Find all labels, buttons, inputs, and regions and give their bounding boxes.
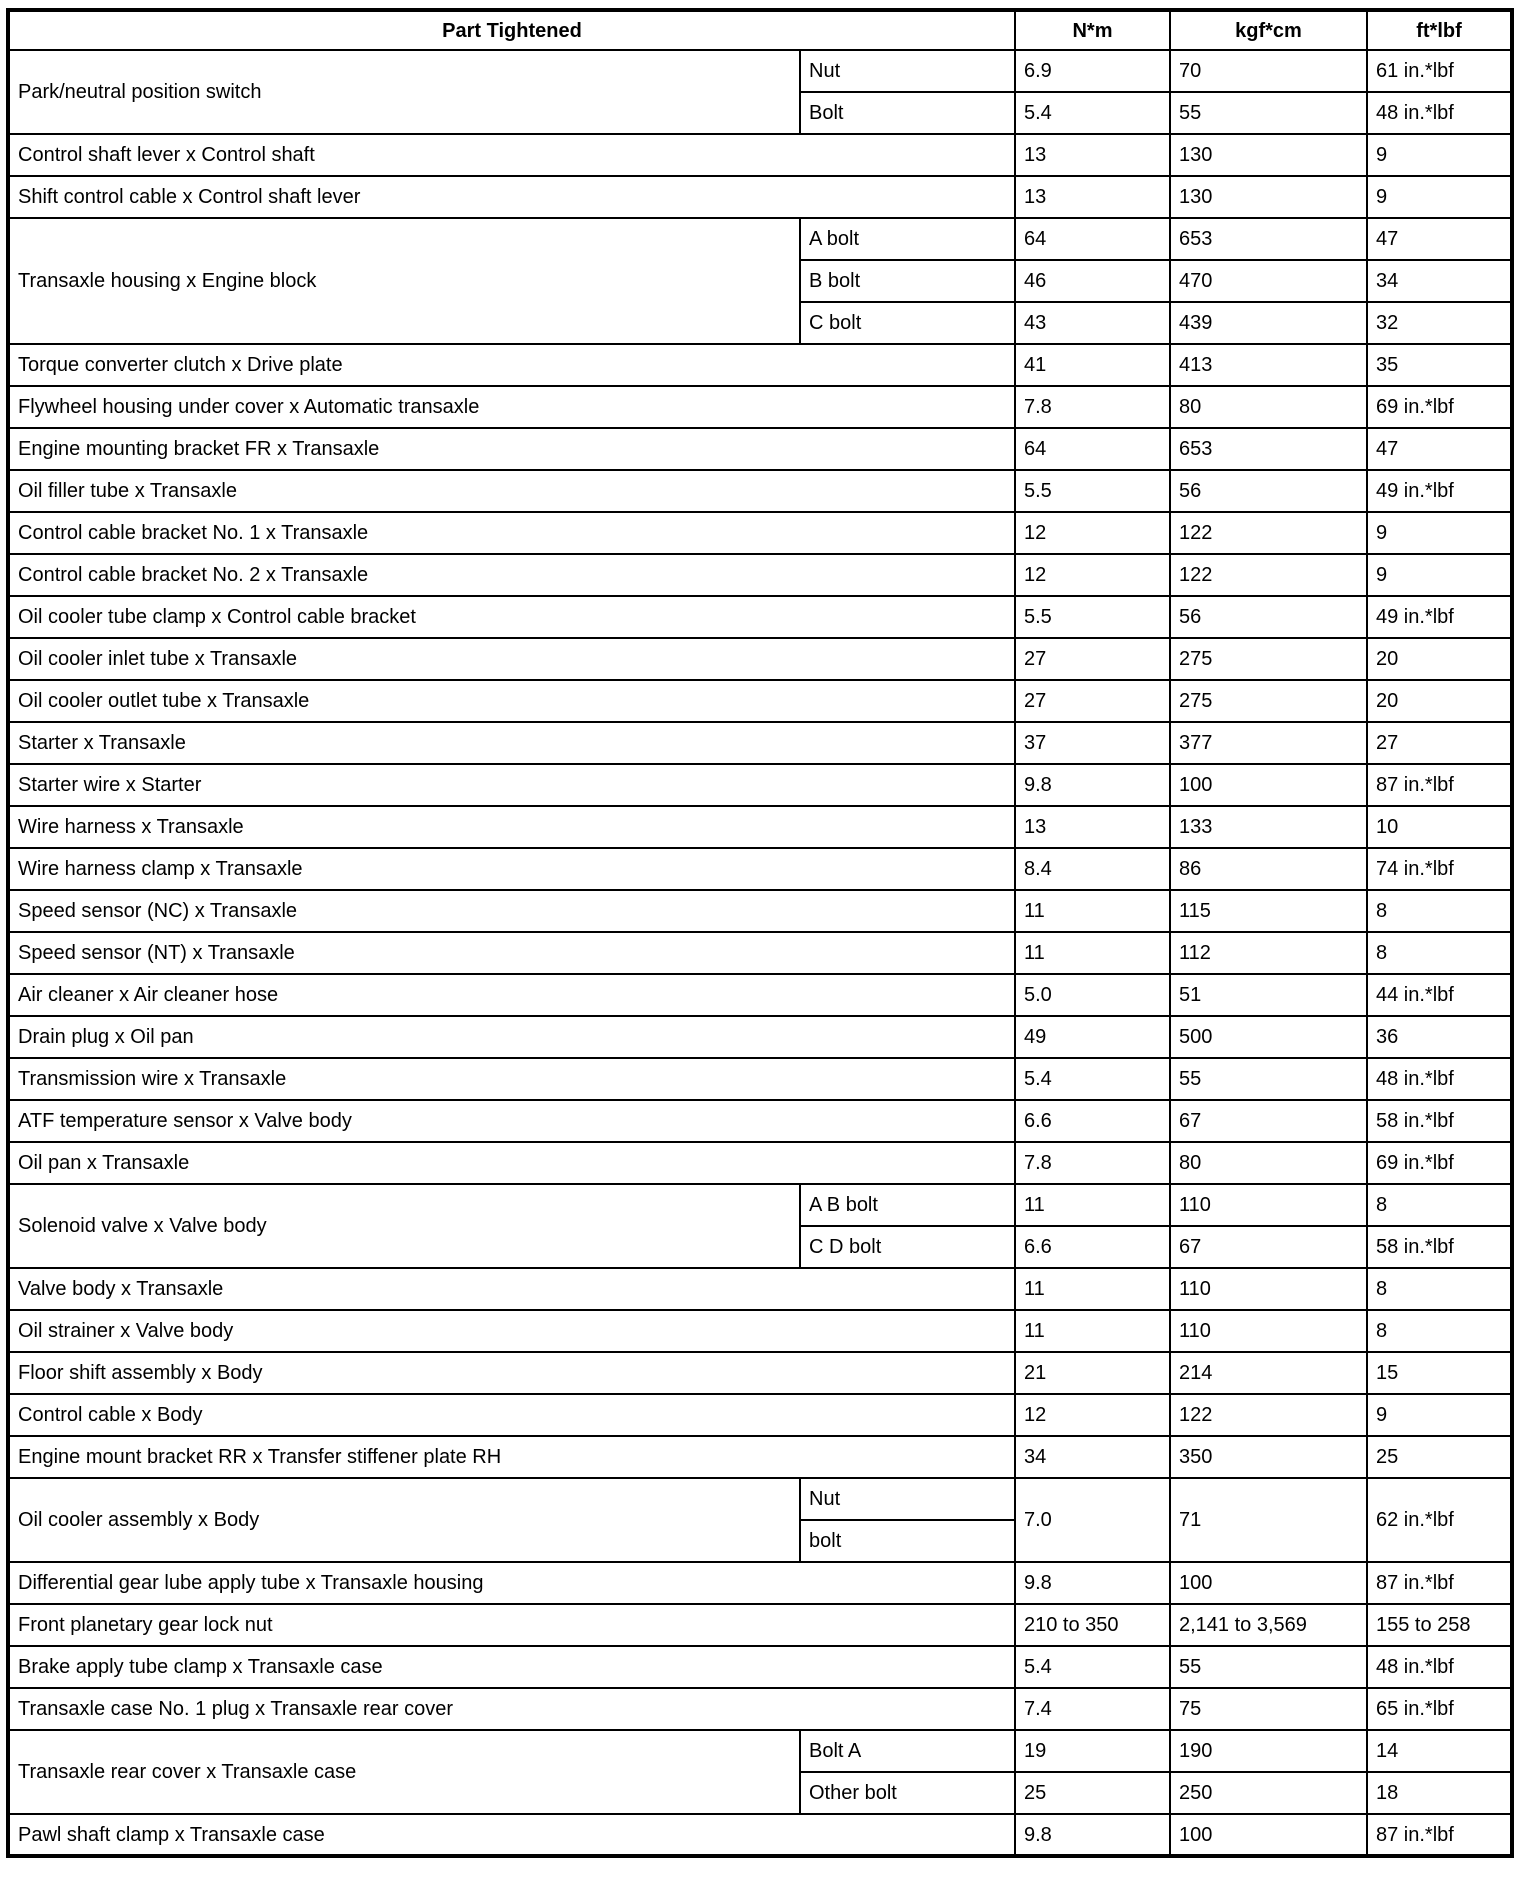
part-cell: Brake apply tube clamp x Transaxle case	[8, 1646, 1015, 1688]
part-cell: Transmission wire x Transaxle	[8, 1058, 1015, 1100]
ftlbf-cell: 62 in.*lbf	[1367, 1478, 1512, 1562]
kgf-cell: 130	[1170, 176, 1367, 218]
table-row	[8, 1688, 1512, 1730]
kgf-cell: 122	[1170, 1394, 1367, 1436]
part-cell: Air cleaner x Air cleaner hose	[8, 974, 1015, 1016]
part-cell: Flywheel housing under cover x Automatic transaxle	[8, 386, 1015, 428]
part-cell: Wire harness clamp x Transaxle	[8, 848, 1015, 890]
nm-cell: 11	[1015, 890, 1170, 932]
ftlbf-cell: 18	[1367, 1772, 1512, 1814]
ftlbf-cell: 9	[1367, 512, 1512, 554]
part-cell: Oil cooler assembly x Body	[8, 1478, 800, 1562]
kgf-cell: 86	[1170, 848, 1367, 890]
ftlbf-cell: 49 in.*lbf	[1367, 596, 1512, 638]
table-row	[8, 512, 1512, 554]
nm-cell: 9.8	[1015, 1562, 1170, 1604]
table-row	[8, 50, 1512, 92]
nm-cell: 12	[1015, 554, 1170, 596]
kgf-cell: 275	[1170, 680, 1367, 722]
ftlbf-cell: 15	[1367, 1352, 1512, 1394]
table-row	[8, 1814, 1512, 1856]
kgf-cell: 413	[1170, 344, 1367, 386]
ftlbf-cell: 27	[1367, 722, 1512, 764]
torque-spec-table	[6, 8, 1514, 1858]
table-row	[8, 596, 1512, 638]
table-row	[8, 344, 1512, 386]
ftlbf-cell: 8	[1367, 890, 1512, 932]
kgf-cell: 439	[1170, 302, 1367, 344]
ftlbf-cell: 47	[1367, 218, 1512, 260]
nm-cell: 11	[1015, 1268, 1170, 1310]
table-row	[8, 1604, 1512, 1646]
kgf-cell: 56	[1170, 470, 1367, 512]
part-cell: Engine mounting bracket FR x Transaxle	[8, 428, 1015, 470]
table-row	[8, 1058, 1512, 1100]
nm-cell: 12	[1015, 512, 1170, 554]
kgf-cell: 80	[1170, 386, 1367, 428]
nm-cell: 11	[1015, 1184, 1170, 1226]
column-header-nm: N*m	[1015, 10, 1170, 50]
kgf-cell: 75	[1170, 1688, 1367, 1730]
ftlbf-cell: 44 in.*lbf	[1367, 974, 1512, 1016]
nm-cell: 34	[1015, 1436, 1170, 1478]
kgf-cell: 80	[1170, 1142, 1367, 1184]
nm-cell: 19	[1015, 1730, 1170, 1772]
table-row	[8, 1730, 1512, 1772]
part-cell: Starter x Transaxle	[8, 722, 1015, 764]
ftlbf-cell: 9	[1367, 1394, 1512, 1436]
table-row	[8, 386, 1512, 428]
part-cell: Valve body x Transaxle	[8, 1268, 1015, 1310]
header-row	[8, 10, 1512, 50]
kgf-cell: 377	[1170, 722, 1367, 764]
table-row	[8, 974, 1512, 1016]
kgf-cell: 115	[1170, 890, 1367, 932]
part-cell: Starter wire x Starter	[8, 764, 1015, 806]
kgf-cell: 100	[1170, 764, 1367, 806]
part-cell: Control cable bracket No. 1 x Transaxle	[8, 512, 1015, 554]
ftlbf-cell: 8	[1367, 1268, 1512, 1310]
table-row	[8, 890, 1512, 932]
nm-cell: 5.4	[1015, 1058, 1170, 1100]
subpart-cell: Nut	[800, 1478, 1015, 1520]
ftlbf-cell: 8	[1367, 932, 1512, 974]
table-row	[8, 1646, 1512, 1688]
subpart-cell: Bolt A	[800, 1730, 1015, 1772]
nm-cell: 27	[1015, 680, 1170, 722]
nm-cell: 5.5	[1015, 470, 1170, 512]
table-row	[8, 1436, 1512, 1478]
kgf-cell: 55	[1170, 92, 1367, 134]
nm-cell: 7.0	[1015, 1478, 1170, 1562]
table-row	[8, 1478, 1512, 1520]
kgf-cell: 71	[1170, 1478, 1367, 1562]
part-cell: Oil cooler inlet tube x Transaxle	[8, 638, 1015, 680]
part-cell: Front planetary gear lock nut	[8, 1604, 1015, 1646]
nm-cell: 9.8	[1015, 764, 1170, 806]
table-row	[8, 1100, 1512, 1142]
part-cell: Drain plug x Oil pan	[8, 1016, 1015, 1058]
kgf-cell: 110	[1170, 1268, 1367, 1310]
column-header-kgf-cm: kgf*cm	[1170, 10, 1367, 50]
ftlbf-cell: 36	[1367, 1016, 1512, 1058]
table-row	[8, 428, 1512, 470]
kgf-cell: 51	[1170, 974, 1367, 1016]
nm-cell: 210 to 350	[1015, 1604, 1170, 1646]
nm-cell: 43	[1015, 302, 1170, 344]
kgf-cell: 470	[1170, 260, 1367, 302]
ftlbf-cell: 10	[1367, 806, 1512, 848]
ftlbf-cell: 32	[1367, 302, 1512, 344]
ftlbf-cell: 87 in.*lbf	[1367, 764, 1512, 806]
table-row	[8, 1394, 1512, 1436]
kgf-cell: 500	[1170, 1016, 1367, 1058]
subpart-cell: Nut	[800, 50, 1015, 92]
table-row	[8, 1562, 1512, 1604]
nm-cell: 6.6	[1015, 1100, 1170, 1142]
nm-cell: 41	[1015, 344, 1170, 386]
kgf-cell: 70	[1170, 50, 1367, 92]
table-row	[8, 848, 1512, 890]
subpart-cell: bolt	[800, 1520, 1015, 1562]
ftlbf-cell: 58 in.*lbf	[1367, 1100, 1512, 1142]
subpart-cell: Other bolt	[800, 1772, 1015, 1814]
kgf-cell: 55	[1170, 1646, 1367, 1688]
ftlbf-cell: 155 to 258	[1367, 1604, 1512, 1646]
ftlbf-cell: 20	[1367, 680, 1512, 722]
table-row	[8, 764, 1512, 806]
ftlbf-cell: 8	[1367, 1310, 1512, 1352]
column-header-part-tightened: Part Tightened	[8, 10, 1015, 50]
part-cell: Oil cooler tube clamp x Control cable bracket	[8, 596, 1015, 638]
table-row	[8, 1352, 1512, 1394]
part-cell: Engine mount bracket RR x Transfer stiffener plate RH	[8, 1436, 1015, 1478]
nm-cell: 5.4	[1015, 1646, 1170, 1688]
kgf-cell: 100	[1170, 1562, 1367, 1604]
ftlbf-cell: 9	[1367, 176, 1512, 218]
subpart-cell: Bolt	[800, 92, 1015, 134]
table-header	[8, 10, 1512, 50]
kgf-cell: 275	[1170, 638, 1367, 680]
ftlbf-cell: 48 in.*lbf	[1367, 1646, 1512, 1688]
part-cell: Speed sensor (NC) x Transaxle	[8, 890, 1015, 932]
kgf-cell: 112	[1170, 932, 1367, 974]
nm-cell: 7.8	[1015, 1142, 1170, 1184]
table-row	[8, 680, 1512, 722]
nm-cell: 11	[1015, 932, 1170, 974]
part-cell: Differential gear lube apply tube x Transaxle housing	[8, 1562, 1015, 1604]
ftlbf-cell: 9	[1367, 554, 1512, 596]
table-row	[8, 638, 1512, 680]
ftlbf-cell: 14	[1367, 1730, 1512, 1772]
table-row	[8, 1184, 1512, 1226]
kgf-cell: 122	[1170, 512, 1367, 554]
kgf-cell: 100	[1170, 1814, 1367, 1856]
ftlbf-cell: 48 in.*lbf	[1367, 92, 1512, 134]
nm-cell: 5.0	[1015, 974, 1170, 1016]
part-cell: Transaxle case No. 1 plug x Transaxle rear cover	[8, 1688, 1015, 1730]
column-header-ft-lbf: ft*lbf	[1367, 10, 1512, 50]
part-cell: Shift control cable x Control shaft lever	[8, 176, 1015, 218]
nm-cell: 6.6	[1015, 1226, 1170, 1268]
subpart-cell: B bolt	[800, 260, 1015, 302]
subpart-cell: C bolt	[800, 302, 1015, 344]
kgf-cell: 653	[1170, 218, 1367, 260]
part-cell: Control cable x Body	[8, 1394, 1015, 1436]
ftlbf-cell: 20	[1367, 638, 1512, 680]
kgf-cell: 110	[1170, 1310, 1367, 1352]
kgf-cell: 133	[1170, 806, 1367, 848]
kgf-cell: 250	[1170, 1772, 1367, 1814]
nm-cell: 64	[1015, 428, 1170, 470]
nm-cell: 7.8	[1015, 386, 1170, 428]
nm-cell: 46	[1015, 260, 1170, 302]
part-cell: Oil strainer x Valve body	[8, 1310, 1015, 1352]
part-cell: ATF temperature sensor x Valve body	[8, 1100, 1015, 1142]
part-cell: Oil filler tube x Transaxle	[8, 470, 1015, 512]
part-cell: Transaxle housing x Engine block	[8, 218, 800, 344]
ftlbf-cell: 69 in.*lbf	[1367, 1142, 1512, 1184]
nm-cell: 8.4	[1015, 848, 1170, 890]
ftlbf-cell: 47	[1367, 428, 1512, 470]
nm-cell: 25	[1015, 1772, 1170, 1814]
kgf-cell: 110	[1170, 1184, 1367, 1226]
kgf-cell: 55	[1170, 1058, 1367, 1100]
kgf-cell: 2,141 to 3,569	[1170, 1604, 1367, 1646]
nm-cell: 27	[1015, 638, 1170, 680]
kgf-cell: 122	[1170, 554, 1367, 596]
subpart-cell: A bolt	[800, 218, 1015, 260]
part-cell: Oil cooler outlet tube x Transaxle	[8, 680, 1015, 722]
table-row	[8, 1268, 1512, 1310]
part-cell: Control cable bracket No. 2 x Transaxle	[8, 554, 1015, 596]
kgf-cell: 214	[1170, 1352, 1367, 1394]
ftlbf-cell: 35	[1367, 344, 1512, 386]
ftlbf-cell: 58 in.*lbf	[1367, 1226, 1512, 1268]
part-cell: Control shaft lever x Control shaft	[8, 134, 1015, 176]
ftlbf-cell: 34	[1367, 260, 1512, 302]
table-row	[8, 806, 1512, 848]
nm-cell: 6.9	[1015, 50, 1170, 92]
part-cell: Pawl shaft clamp x Transaxle case	[8, 1814, 1015, 1856]
subpart-cell: A B bolt	[800, 1184, 1015, 1226]
ftlbf-cell: 69 in.*lbf	[1367, 386, 1512, 428]
table-body	[8, 50, 1512, 1856]
table-row	[8, 134, 1512, 176]
nm-cell: 7.4	[1015, 1688, 1170, 1730]
part-cell: Torque converter clutch x Drive plate	[8, 344, 1015, 386]
part-cell: Speed sensor (NT) x Transaxle	[8, 932, 1015, 974]
ftlbf-cell: 49 in.*lbf	[1367, 470, 1512, 512]
ftlbf-cell: 8	[1367, 1184, 1512, 1226]
part-cell: Park/neutral position switch	[8, 50, 800, 134]
nm-cell: 13	[1015, 176, 1170, 218]
nm-cell: 9.8	[1015, 1814, 1170, 1856]
table-row	[8, 932, 1512, 974]
nm-cell: 5.5	[1015, 596, 1170, 638]
part-cell: Wire harness x Transaxle	[8, 806, 1015, 848]
ftlbf-cell: 65 in.*lbf	[1367, 1688, 1512, 1730]
ftlbf-cell: 87 in.*lbf	[1367, 1562, 1512, 1604]
kgf-cell: 350	[1170, 1436, 1367, 1478]
table-row	[8, 470, 1512, 512]
part-cell: Floor shift assembly x Body	[8, 1352, 1015, 1394]
table-row	[8, 554, 1512, 596]
nm-cell: 13	[1015, 134, 1170, 176]
table-row	[8, 1310, 1512, 1352]
table-row	[8, 1142, 1512, 1184]
kgf-cell: 56	[1170, 596, 1367, 638]
nm-cell: 13	[1015, 806, 1170, 848]
part-cell: Solenoid valve x Valve body	[8, 1184, 800, 1268]
nm-cell: 21	[1015, 1352, 1170, 1394]
ftlbf-cell: 9	[1367, 134, 1512, 176]
kgf-cell: 67	[1170, 1226, 1367, 1268]
nm-cell: 11	[1015, 1310, 1170, 1352]
ftlbf-cell: 61 in.*lbf	[1367, 50, 1512, 92]
table-row	[8, 722, 1512, 764]
part-cell: Oil pan x Transaxle	[8, 1142, 1015, 1184]
ftlbf-cell: 48 in.*lbf	[1367, 1058, 1512, 1100]
part-cell: Transaxle rear cover x Transaxle case	[8, 1730, 800, 1814]
ftlbf-cell: 87 in.*lbf	[1367, 1814, 1512, 1856]
nm-cell: 12	[1015, 1394, 1170, 1436]
nm-cell: 5.4	[1015, 92, 1170, 134]
nm-cell: 64	[1015, 218, 1170, 260]
subpart-cell: C D bolt	[800, 1226, 1015, 1268]
ftlbf-cell: 74 in.*lbf	[1367, 848, 1512, 890]
table-row	[8, 176, 1512, 218]
kgf-cell: 130	[1170, 134, 1367, 176]
table-row	[8, 218, 1512, 260]
ftlbf-cell: 25	[1367, 1436, 1512, 1478]
nm-cell: 49	[1015, 1016, 1170, 1058]
nm-cell: 37	[1015, 722, 1170, 764]
kgf-cell: 67	[1170, 1100, 1367, 1142]
table-row	[8, 1016, 1512, 1058]
kgf-cell: 653	[1170, 428, 1367, 470]
kgf-cell: 190	[1170, 1730, 1367, 1772]
